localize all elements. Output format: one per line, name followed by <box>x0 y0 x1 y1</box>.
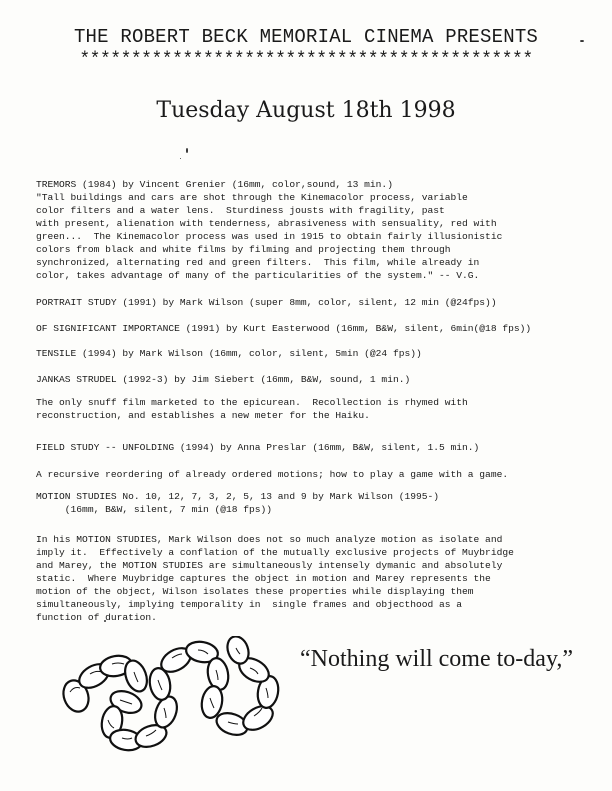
event-date: Tuesday August 18th 1998 <box>156 98 456 123</box>
film-motion-studies: MOTION STUDIES No. 10, 12, 7, 3, 2, 5, 13 and 9 by Mark Wilson (1995-) <box>36 491 440 502</box>
desc-line: In his MOTION STUDIES, Mark Wilson does not so much analyze motion as isolate and <box>36 534 503 545</box>
quote-line: color, takes advantage of many of the particularities of the system." -- V.G. <box>36 270 480 281</box>
speck-mark <box>580 40 584 42</box>
film-jankas-strudel: JANKAS STRUDEL (1992-3) by Jim Siebert (16mm, B&W, sound, 1 min.) <box>36 374 411 385</box>
film-field-study: FIELD STUDY -- UNFOLDING (1994) by Anna Preslar (16mm, B&W, silent, 1.5 min.) <box>36 442 480 453</box>
desc-line: imply it. Effectively a conflation of the mutually exclusive projects of Muybridge <box>36 547 514 558</box>
star-divider: ******************************************** <box>79 50 533 70</box>
desc-line: function of duration. <box>36 612 157 623</box>
quote-line: synchronized, alternating red and green filters. This film, while already in <box>36 257 480 268</box>
motion-studies-format: (16mm, B&W, silent, 7 min (@18 fps)) <box>36 504 273 515</box>
quote-line: "Tall buildings and cars are shot through the Kinemacolor process, variable <box>36 192 468 203</box>
film-portrait-study: PORTRAIT STUDY (1991) by Mark Wilson (super 8mm, color, silent, 12 min (@24fps)) <box>36 297 497 308</box>
desc-line: simultaneously, implying temporality in single frames and objecthood as a <box>36 599 463 610</box>
field-study-desc: A recursive reordering of already ordered motions; how to play a game with a game. <box>36 469 509 480</box>
desc-line: motion of the object, Wilson isolates these properties while displaying them <box>36 586 474 597</box>
sausage-chain-illustration <box>56 636 296 756</box>
film-significant-importance: OF SIGNIFICANT IMPORTANCE (1991) by Kurt Easterwood (16mm, B&W, silent, 6min(@18 fps)) <box>36 323 532 334</box>
film-tensile: TENSILE (1994) by Mark Wilson (16mm, color, silent, 5min (@24 fps)) <box>36 348 422 359</box>
film-tremors-title: TREMORS (1984) by Vincent Grenier (16mm, color,sound, 13 min.) <box>36 179 393 190</box>
quote-line: colors from black and white films by filming and projecting them through <box>36 244 451 255</box>
jankas-desc-line: reconstruction, and establishes a new meter for the Haiku. <box>36 410 370 421</box>
quote-line: green... The Kinemacolor process was used in 1915 to obtain fairly illusionistic <box>36 231 503 242</box>
closing-quote: “Nothing will come to-day,” <box>300 646 574 672</box>
quote-line: with present, alienation with tenderness, abrasiveness with sensuality, red with <box>36 218 497 229</box>
sausage-link <box>205 657 230 692</box>
desc-line: static. Where Muybridge captures the object in motion and Marey represents the <box>36 573 491 584</box>
page-title: THE ROBERT BECK MEMORIAL CINEMA PRESENTS <box>73 26 539 48</box>
speck-mark <box>186 148 188 153</box>
quote-line: color filters and a water lens. Sturdiness jousts with fragility, past <box>36 205 445 216</box>
desc-line: and Marey, the MOTION STUDIES are simultaneously intensely dymanic and absolutely <box>36 560 503 571</box>
speck-mark <box>180 158 181 159</box>
jankas-desc-line: The only snuff film marketed to the epicurean. Recollection is rhymed with <box>36 397 468 408</box>
